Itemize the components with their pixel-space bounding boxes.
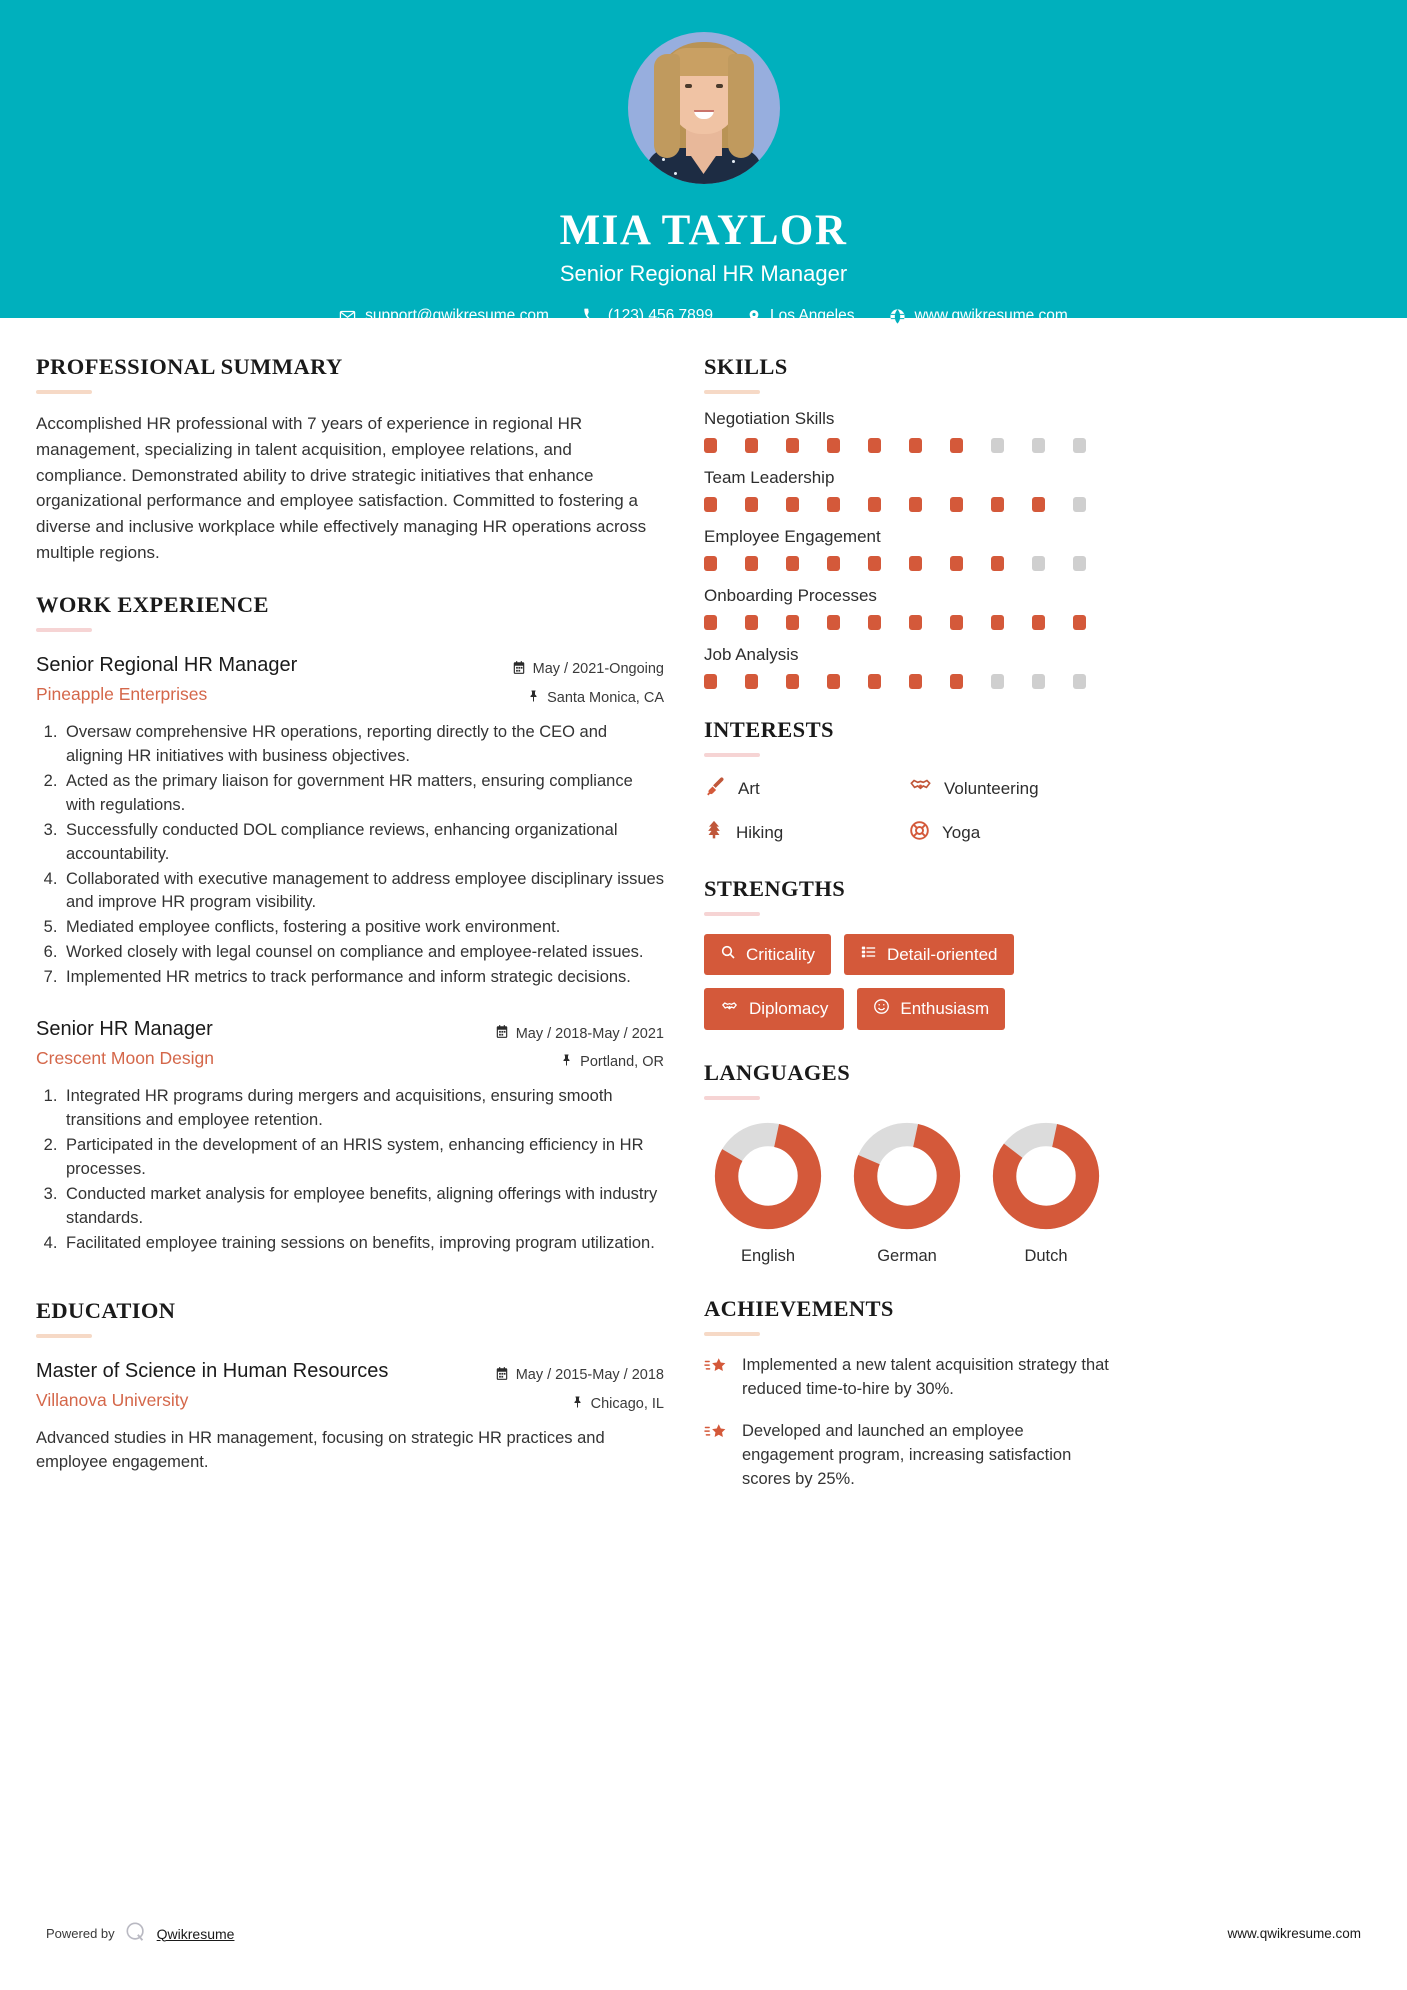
skill-item	[704, 468, 1114, 512]
strength-label: Criticality	[746, 944, 815, 964]
resume-header	[0, 0, 1407, 325]
footer-brand-link[interactable]: Qwikresume	[156, 1925, 235, 1942]
language-label: Dutch	[1024, 1247, 1068, 1265]
section-rule	[704, 390, 760, 394]
skill-rating	[704, 438, 1114, 453]
section-heading: WORK EXPERIENCE	[36, 591, 269, 617]
job-bullets	[62, 1085, 664, 1255]
summary-text: Accomplished HR professional with 7 years of experience in regional HR management, specializing in talent acquisition, employee relations, and compliance. Demonstrated ability to drive strategic initiatives that enhance organizational performance and employee satisfaction. Committed to fostering a diverse and inclusive workplace while effectively managing HR operations across multiple regions.	[36, 414, 647, 563]
language-item	[851, 1122, 963, 1266]
skill-dot	[1073, 438, 1086, 453]
resume-body	[0, 318, 1407, 1492]
skill-dot	[991, 674, 1004, 689]
skill-dot	[745, 438, 758, 453]
skill-label: Job Analysis	[704, 645, 799, 664]
pin-icon	[572, 1395, 584, 1413]
globe-icon	[889, 308, 906, 325]
section-rule	[704, 753, 760, 757]
footer-website[interactable]: www.qwikresume.com	[1227, 1926, 1361, 1941]
education-location-value: Chicago, IL	[590, 1395, 664, 1412]
skill-dot	[704, 556, 717, 571]
job-location	[489, 1053, 664, 1071]
contact-location[interactable]	[747, 307, 854, 325]
languages-list	[704, 1122, 1114, 1266]
skill-dot	[827, 438, 840, 453]
skills-list	[704, 409, 1114, 689]
skill-dot	[1073, 556, 1086, 571]
pin-icon	[528, 689, 540, 707]
education-entry	[36, 1360, 664, 1476]
skill-dot	[745, 674, 758, 689]
section-rule	[36, 390, 92, 394]
skill-label: Employee Engagement	[704, 527, 881, 546]
language-item	[712, 1122, 824, 1266]
job-date	[489, 660, 664, 679]
skill-dot	[704, 615, 717, 630]
education-date	[489, 1366, 664, 1385]
skill-rating	[704, 674, 1114, 689]
job-company: Crescent Moon Design	[36, 1048, 214, 1069]
skill-rating	[704, 615, 1114, 630]
calendar-icon	[495, 1366, 509, 1385]
education-location	[489, 1395, 664, 1413]
skill-dot	[1073, 674, 1086, 689]
skill-dot	[868, 556, 881, 571]
strength-enthusiasm[interactable]	[857, 988, 1005, 1030]
list-icon	[860, 944, 877, 965]
education-description: Advanced studies in HR management, focusing on strategic HR practices and employee engagement.	[36, 1428, 605, 1472]
skill-dot	[1073, 497, 1086, 512]
skill-dot	[704, 438, 717, 453]
skill-dot	[1032, 674, 1045, 689]
skill-label: Onboarding Processes	[704, 586, 877, 605]
location-icon	[747, 308, 761, 325]
section-rule	[36, 1334, 92, 1338]
lifebuoy-icon	[909, 820, 930, 846]
section-heading: PROFESSIONAL SUMMARY	[36, 354, 343, 379]
list-item: 3. Successfully conducted DOL compliance reviews, enhancing organizational accountability.	[62, 819, 664, 867]
left-column	[36, 354, 664, 1492]
job-date-value: May / 2018-May / 2021	[515, 1025, 664, 1042]
donut-chart	[714, 1122, 822, 1230]
skill-item	[704, 527, 1114, 571]
work-entry	[36, 1018, 664, 1255]
language-label: German	[877, 1247, 937, 1265]
section-education	[36, 1298, 664, 1476]
skill-dot	[786, 438, 799, 453]
donut-chart	[853, 1122, 961, 1230]
interests-grid	[704, 775, 1114, 846]
language-item	[990, 1122, 1102, 1266]
list-item: 2. Participated in the development of an HRIS system, enhancing efficiency in HR processes.	[62, 1134, 664, 1182]
interest-item	[909, 819, 1114, 846]
school-name: Villanova University	[36, 1389, 189, 1410]
achievement-text: Developed and launched an employee engagement program, increasing satisfaction scores by 25%.	[742, 1421, 1072, 1488]
job-date	[489, 1024, 664, 1043]
section-languages	[704, 1060, 1114, 1266]
skill-dot	[909, 497, 922, 512]
calendar-icon	[495, 1024, 509, 1043]
skill-dot	[991, 497, 1004, 512]
paintbrush-icon	[704, 775, 726, 802]
section-heading: EDUCATION	[36, 1297, 176, 1323]
skill-dot	[827, 556, 840, 571]
job-location-value: Portland, OR	[580, 1054, 664, 1071]
smile-icon	[873, 998, 890, 1020]
phone-icon	[583, 308, 599, 324]
list-item: 5. Mediated employee conflicts, fostering a positive work environment.	[62, 916, 664, 940]
achievement-text: Implemented a new talent acquisition strategy that reduced time-to-hire by 30%.	[742, 1356, 1109, 1398]
job-location-value: Santa Monica, CA	[547, 689, 664, 706]
contact-location-value: Los Angeles	[770, 307, 855, 325]
list-item: 2. Acted as the primary liaison for government HR matters, ensuring compliance with regulations.	[62, 770, 664, 818]
section-heading: INTERESTS	[704, 717, 834, 742]
skill-dot	[909, 438, 922, 453]
section-rule	[36, 628, 92, 632]
skill-dot	[1032, 615, 1045, 630]
skill-item	[704, 409, 1114, 453]
search-icon	[720, 944, 736, 965]
section-heading: STRENGTHS	[704, 876, 846, 901]
skill-dot	[786, 497, 799, 512]
skill-dot	[950, 497, 963, 512]
job-role: Senior Regional HR Manager	[36, 653, 298, 676]
achievement-item	[704, 1354, 1114, 1402]
degree-name: Master of Science in Human Resources	[36, 1359, 389, 1382]
list-item: 3. Conducted market analysis for employee benefits, aligning offerings with industry standards.	[62, 1183, 664, 1231]
skill-dot	[704, 674, 717, 689]
interest-item	[909, 775, 1114, 802]
list-item: 4. Facilitated employee training sessions on benefits, improving program utilization.	[62, 1232, 664, 1256]
star-icon	[704, 1422, 728, 1492]
job-title: Senior Regional HR Manager	[559, 261, 848, 287]
page-title: MIA TAYLOR	[559, 207, 848, 254]
section-heading: ACHIEVEMENTS	[704, 1296, 894, 1321]
strength-label: Detail-oriented	[886, 944, 998, 964]
job-company: Pineapple Enterprises	[36, 683, 208, 704]
handshake-icon	[720, 999, 739, 1020]
contact-website[interactable]	[889, 307, 1068, 325]
skill-dot	[991, 615, 1004, 630]
skill-dot	[827, 615, 840, 630]
skill-dot	[868, 615, 881, 630]
strengths-list	[704, 934, 1114, 1030]
skill-dot	[991, 438, 1004, 453]
strength-label: Enthusiasm	[900, 999, 990, 1018]
section-achievements	[704, 1296, 1114, 1492]
job-location	[489, 689, 664, 707]
skill-dot	[950, 438, 963, 453]
strength-label: Diplomacy	[749, 999, 829, 1018]
skill-dot	[950, 674, 963, 689]
skill-dot	[1073, 615, 1086, 630]
job-bullets	[62, 721, 664, 990]
skill-dot	[950, 615, 963, 630]
skill-dot	[909, 674, 922, 689]
contact-phone[interactable]	[583, 307, 713, 325]
contact-email-value: support@qwikresume.com	[365, 307, 549, 325]
skill-dot	[909, 615, 922, 630]
list-item: 1. Integrated HR programs during mergers and acquisitions, ensuring smooth transitions and employee retention.	[62, 1085, 664, 1133]
skill-dot	[745, 556, 758, 571]
section-professional-summary	[36, 354, 664, 566]
interest-label: Hiking	[736, 822, 784, 842]
contact-email[interactable]	[339, 307, 549, 325]
calendar-icon	[512, 660, 526, 679]
work-entry	[36, 654, 664, 990]
skill-dot	[1032, 497, 1045, 512]
skill-dot	[786, 556, 799, 571]
avatar	[628, 32, 780, 184]
section-heading: SKILLS	[704, 354, 788, 379]
list-item: 6. Worked closely with legal counsel on compliance and employee-related issues.	[62, 941, 664, 965]
interest-label: Yoga	[942, 822, 981, 842]
skill-dot	[786, 674, 799, 689]
skill-dot	[827, 674, 840, 689]
skill-rating	[704, 497, 1114, 512]
achievement-item	[704, 1420, 1114, 1492]
email-icon	[339, 308, 356, 325]
skill-item	[704, 645, 1114, 689]
skill-label: Team Leadership	[704, 468, 835, 487]
skill-dot	[704, 497, 717, 512]
interest-item	[704, 819, 909, 846]
section-heading: LANGUAGES	[704, 1060, 851, 1085]
education-date-value: May / 2015-May / 2018	[515, 1367, 664, 1384]
section-work-experience	[36, 592, 664, 1256]
contact-bar	[322, 307, 1085, 325]
footer-brand-group	[46, 1921, 234, 1946]
list-item: 1. Oversaw comprehensive HR operations, reporting directly to the CEO and aligning HR initiatives with business objectives.	[62, 721, 664, 769]
job-date-value: May / 2021-Ongoing	[532, 661, 664, 678]
skill-dot	[745, 497, 758, 512]
tree-icon	[704, 819, 724, 846]
skill-item	[704, 586, 1114, 630]
contact-phone-value: (123) 456 7899	[607, 307, 714, 325]
skill-dot	[1032, 556, 1045, 571]
interest-label: Art	[738, 778, 760, 798]
skill-rating	[704, 556, 1114, 571]
footer	[0, 1921, 1407, 1946]
section-rule	[704, 1096, 760, 1100]
handshake-icon	[909, 775, 932, 802]
skill-dot	[868, 438, 881, 453]
powered-by-label: Powered by	[46, 1926, 115, 1941]
interest-item	[704, 775, 909, 802]
star-icon	[704, 1356, 728, 1402]
list-item: 7. Implemented HR metrics to track performance and inform strategic decisions.	[62, 966, 664, 990]
contact-website-value: www.qwikresume.com	[914, 307, 1068, 325]
skill-dot	[909, 556, 922, 571]
qwikresume-logo-icon	[125, 1921, 147, 1946]
skill-label: Negotiation Skills	[704, 409, 835, 428]
job-role: Senior HR Manager	[36, 1018, 213, 1041]
right-column	[704, 354, 1114, 1492]
interest-label: Volunteering	[944, 778, 1039, 798]
strength-diplomacy[interactable]	[704, 988, 844, 1030]
language-label: English	[740, 1247, 796, 1265]
skill-dot	[868, 674, 881, 689]
section-strengths	[704, 876, 1114, 1030]
strength-criticality[interactable]	[704, 934, 831, 975]
section-interests	[704, 717, 1114, 846]
skill-dot	[1032, 438, 1045, 453]
skill-dot	[950, 556, 963, 571]
skill-dot	[745, 615, 758, 630]
donut-chart	[992, 1122, 1100, 1230]
section-skills	[704, 354, 1114, 689]
section-rule	[704, 912, 760, 916]
section-rule	[704, 1332, 760, 1336]
skill-dot	[868, 497, 881, 512]
skill-dot	[827, 497, 840, 512]
strength-detail-oriented[interactable]	[844, 934, 1014, 975]
pin-icon	[561, 1053, 573, 1071]
list-item: 4. Collaborated with executive management to address employee disciplinary issues and improve HR program visibility.	[62, 868, 664, 916]
skill-dot	[786, 615, 799, 630]
skill-dot	[991, 556, 1004, 571]
